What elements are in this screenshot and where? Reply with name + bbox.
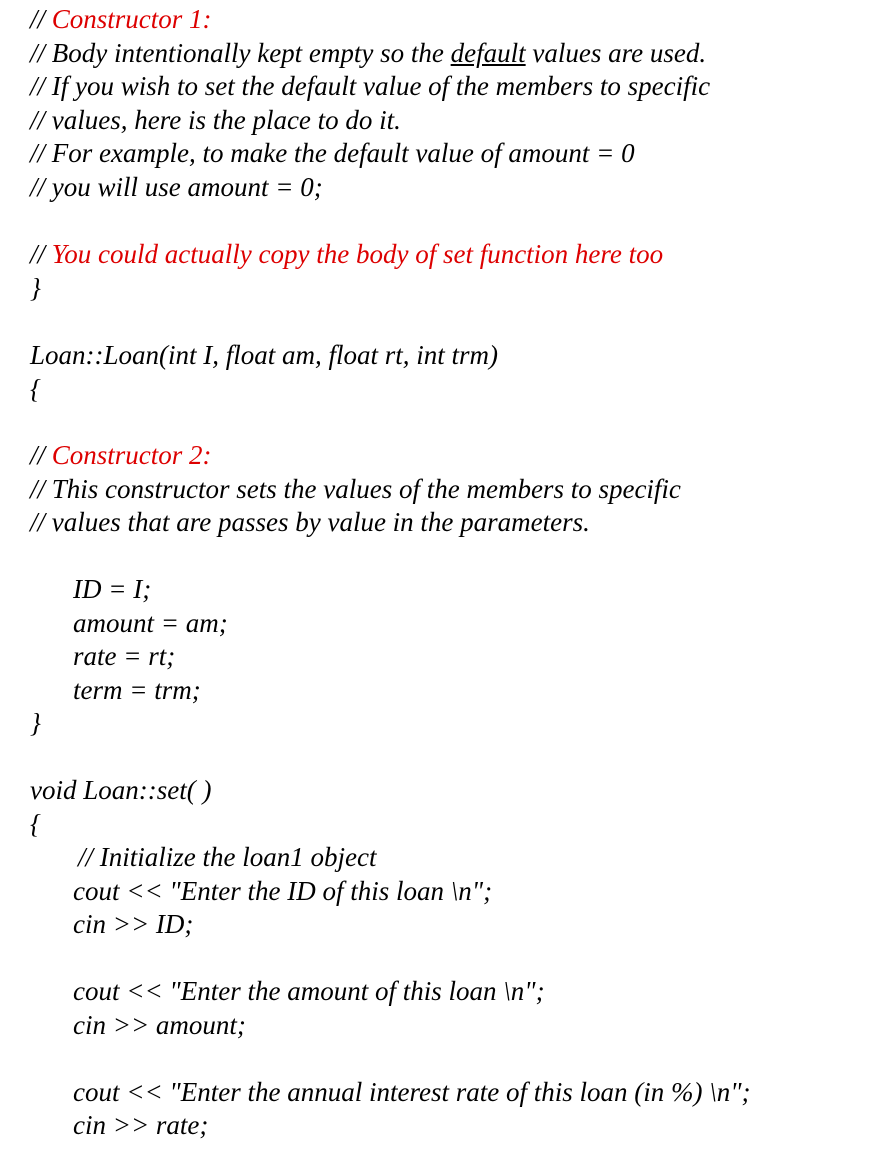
code-cout-amount: cout << "Enter the amount of this loan \n";: [73, 976, 545, 1006]
opening-brace: {: [30, 809, 41, 839]
code-assign-rate: rate = rt;: [73, 641, 176, 671]
underlined-word-default: default: [450, 38, 526, 68]
code-cin-rate: cin >> rate;: [73, 1110, 209, 1140]
constructor-signature: Loan::Loan(int I, float am, float rt, int trm): [30, 340, 499, 370]
comment-line-body-empty: [30, 40, 706, 67]
highlighted-comment-text: Constructor 1:: [51, 4, 212, 34]
code-assign-term: term = trm;: [73, 675, 201, 705]
comment-line-constructor-1-heading: [30, 6, 212, 33]
comment-line-initialize: // Initialize the loan1 object: [78, 842, 377, 872]
comment-line-example: // For example, to make the default value of amount = 0: [30, 138, 635, 168]
closing-brace: }: [30, 273, 41, 303]
comment-line-amount-zero: // you will use amount = 0;: [30, 172, 323, 202]
code-cout-rate: cout << "Enter the annual interest rate of this loan (in %) \n";: [73, 1077, 751, 1107]
code-cin-id: cin >> ID;: [73, 909, 194, 939]
closing-brace: }: [30, 708, 41, 738]
opening-brace: {: [30, 374, 41, 404]
comment-prefix: //: [30, 239, 52, 269]
comment-prefix: //: [30, 4, 52, 34]
comment-text-start: // Body intentionally kept empty so the: [30, 38, 451, 68]
comment-line-values-passed: // values that are passes by value in the parameters.: [30, 507, 590, 537]
highlighted-comment-text: Constructor 2:: [51, 440, 212, 470]
comment-line-values-place: // values, here is the place to do it.: [30, 105, 401, 135]
comment-text-end: values are used.: [525, 38, 707, 68]
code-assign-id: ID = I;: [73, 574, 152, 604]
comment-line-constructor-sets: // This constructor sets the values of the members to specific: [30, 474, 681, 504]
comment-line-constructor-2-heading: [30, 442, 212, 469]
code-cin-amount: cin >> amount;: [73, 1010, 246, 1040]
comment-prefix: //: [30, 440, 52, 470]
comment-line-copy-body: [30, 241, 663, 268]
code-cout-id: cout << "Enter the ID of this loan \n";: [73, 876, 493, 906]
code-assign-amount: amount = am;: [73, 608, 228, 638]
set-function-signature: void Loan::set( ): [30, 775, 212, 805]
comment-line-set-default: // If you wish to set the default value of the members to specific: [30, 71, 711, 101]
highlighted-comment-text: You could actually copy the body of set function here too: [51, 239, 664, 269]
